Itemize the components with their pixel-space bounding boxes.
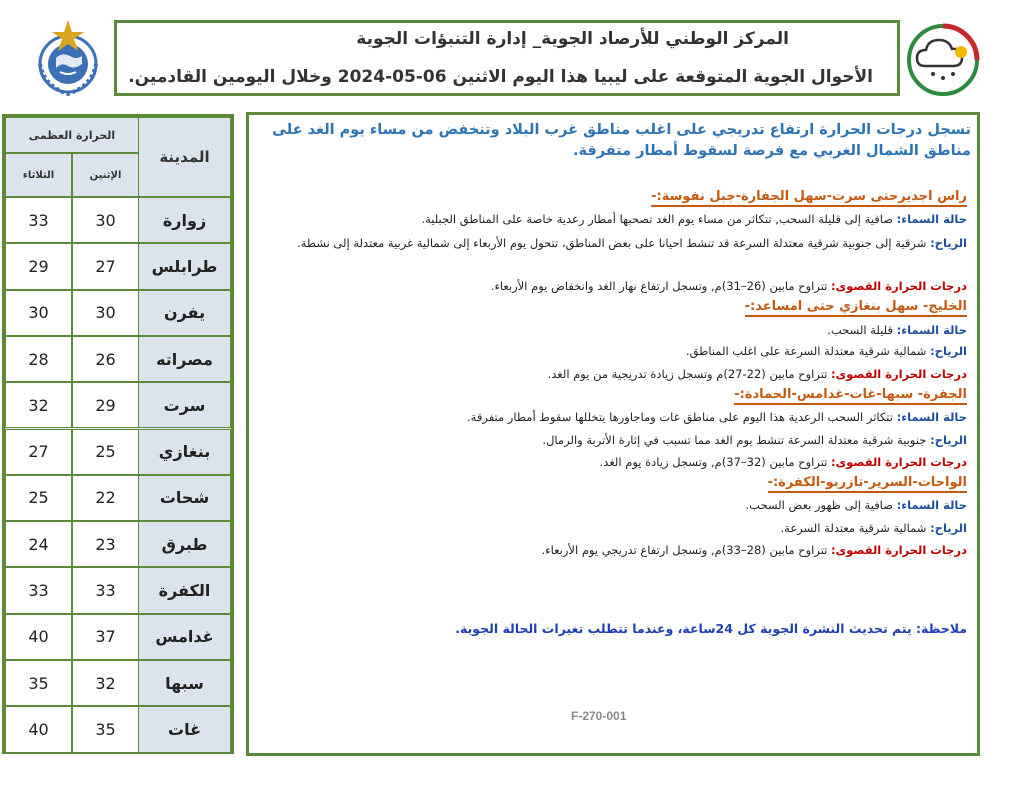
city-name-cell: سبها bbox=[138, 660, 231, 706]
monday-temp-cell: 29 bbox=[72, 382, 139, 428]
city-name-cell: مصراته bbox=[138, 336, 231, 382]
region-heading: الواحات-السرير-تازربو-الكفرة:- bbox=[768, 474, 967, 493]
monday-temp-cell: 26 bbox=[72, 336, 139, 382]
monday-temp-cell: 37 bbox=[72, 614, 139, 660]
wind-condition: الرياح: جنوبية شرقية معتدلة السرعة تنشط يوم الغد مما تسبب في إثارة الأتربة والرمال. bbox=[542, 433, 967, 447]
city-name-cell: شحات bbox=[138, 475, 231, 521]
monday-temp-cell: 30 bbox=[72, 197, 139, 243]
wind-condition: الرياح: شمالية شرقية معتدلة السرعة على اغلب المناطق. bbox=[685, 344, 967, 358]
sky-condition: حالة السماء: صافية إلى قليلة السحب, تتكاثر من مساء يوم الغد تصحبها أمطار رعدية خاصة على المناطق الجبلية. bbox=[421, 212, 967, 226]
monday-temp-cell: 33 bbox=[72, 567, 139, 613]
tuesday-temp-cell: 25 bbox=[5, 475, 72, 521]
tuesday-temp-cell: 29 bbox=[5, 243, 72, 289]
city-name-cell: بنغازي bbox=[138, 429, 231, 475]
center-logo bbox=[905, 22, 981, 98]
wind-condition: الرياح: شمالية شرقية معتدلة السرعة. bbox=[780, 521, 967, 535]
header-subtitle: الأحوال الجوية المتوقعة على ليبيا هذا اليوم الاثنين 06-05-2024 وخلال اليومين القادمين. bbox=[128, 67, 873, 87]
tuesday-temp-cell: 40 bbox=[5, 706, 72, 752]
tuesday-temp-cell: 24 bbox=[5, 521, 72, 567]
city-name-cell: طرابلس bbox=[138, 243, 231, 289]
monday-temp-cell: 30 bbox=[72, 290, 139, 336]
tuesday-temp-cell: 30 bbox=[5, 290, 72, 336]
tuesday-temp-cell: 33 bbox=[5, 197, 72, 243]
tuesday-temp-cell: 40 bbox=[5, 614, 72, 660]
header-box bbox=[114, 20, 900, 96]
sky-condition: حالة السماء: قليلة السحب. bbox=[827, 323, 967, 337]
city-column-header: المدينة bbox=[138, 117, 231, 197]
city-name-cell: سرت bbox=[138, 382, 231, 428]
max-temperature: درجات الحرارة القصوى: تتراوح مابين (22-27)م وتسجل زيادة تدريجية من يوم الغد. bbox=[547, 367, 967, 381]
tuesday-temp-cell: 32 bbox=[5, 382, 72, 428]
region-heading: الخليج- سهل بنغازي حتى امساعد:- bbox=[745, 298, 967, 317]
max-temperature: درجات الحرارة القصوى: تتراوح مابين (32–37)م, وتسجل زيادة يوم الغد. bbox=[599, 455, 967, 469]
monday-temp-cell: 32 bbox=[72, 660, 139, 706]
monday-temp-cell: 23 bbox=[72, 521, 139, 567]
monday-column-header: الإثنين bbox=[72, 153, 139, 197]
max-temperature: درجات الحرارة القصوى: تتراوح مابين (26–31)م, وتسجل ارتفاع نهار الغد وانخفاض يوم الأربعاء. bbox=[490, 279, 967, 293]
wind-condition: الرياح: شرقية إلى جنوبية شرقية معتدلة السرعة قد تنشط احيانا على بعض المناطق، تتحول يوم الأربعاء إلى شمالية غربية معتدلة إلى نشطة. bbox=[297, 236, 967, 250]
city-name-cell: الكفرة bbox=[138, 567, 231, 613]
bulletin-intro: تسجل درجات الحرارة ارتفاع تدريجي على اغلب مناطق غرب البلاد وتنخفض من مساء يوم الغد على مناطق الشمال الغربي مع فرصة لسقوط أمطار متفرقة. bbox=[272, 122, 971, 159]
tuesday-temp-cell: 33 bbox=[5, 567, 72, 613]
max-temperature-table bbox=[2, 114, 234, 754]
form-code: F-270-001 bbox=[571, 709, 627, 723]
max-temp-header: الحرارة العظمى bbox=[5, 117, 139, 153]
city-name-cell: يفرن bbox=[138, 290, 231, 336]
city-name-cell: غات bbox=[138, 706, 231, 752]
tuesday-column-header: الثلاثاء bbox=[5, 153, 72, 197]
monday-temp-cell: 25 bbox=[72, 429, 139, 475]
update-note: ملاحظة: يتم تحديث النشرة الجوية كل 24ساعة، وعندما تتطلب تغيرات الحالة الجوية. bbox=[455, 621, 967, 636]
region-heading: الجفرة- سبها-غات-غدامس-الحمادة:- bbox=[734, 386, 967, 405]
wmo-logo bbox=[26, 18, 110, 102]
monday-temp-cell: 35 bbox=[72, 706, 139, 752]
tuesday-temp-cell: 35 bbox=[5, 660, 72, 706]
tuesday-temp-cell: 27 bbox=[5, 429, 72, 475]
sky-condition: حالة السماء: تتكاثر السحب الرعدية هذا اليوم على مناطق غات وماجاورها يتخللها سقوط أمطار متفرقة. bbox=[467, 410, 967, 424]
region-heading: راس اجديرحتى سرت-سهل الجفارة-جبل نفوسة:- bbox=[651, 188, 967, 207]
city-name-cell: غدامس bbox=[138, 614, 231, 660]
monday-temp-cell: 22 bbox=[72, 475, 139, 521]
sky-condition: حالة السماء: صافية إلى ظهور بعض السحب. bbox=[745, 498, 967, 512]
header-title: المركز الوطني للأرصاد الجوية_ إدارة التنبؤات الجوية bbox=[356, 29, 789, 49]
monday-temp-cell: 27 bbox=[72, 243, 139, 289]
max-temperature: درجات الحرارة القصوى: تتراوح مابين (28–33)م, وتسجل ارتفاع تدريجي يوم الأربعاء. bbox=[541, 543, 967, 557]
city-name-cell: زوارة bbox=[138, 197, 231, 243]
city-name-cell: طبرق bbox=[138, 521, 231, 567]
forecast-bulletin bbox=[246, 112, 980, 756]
tuesday-temp-cell: 28 bbox=[5, 336, 72, 382]
